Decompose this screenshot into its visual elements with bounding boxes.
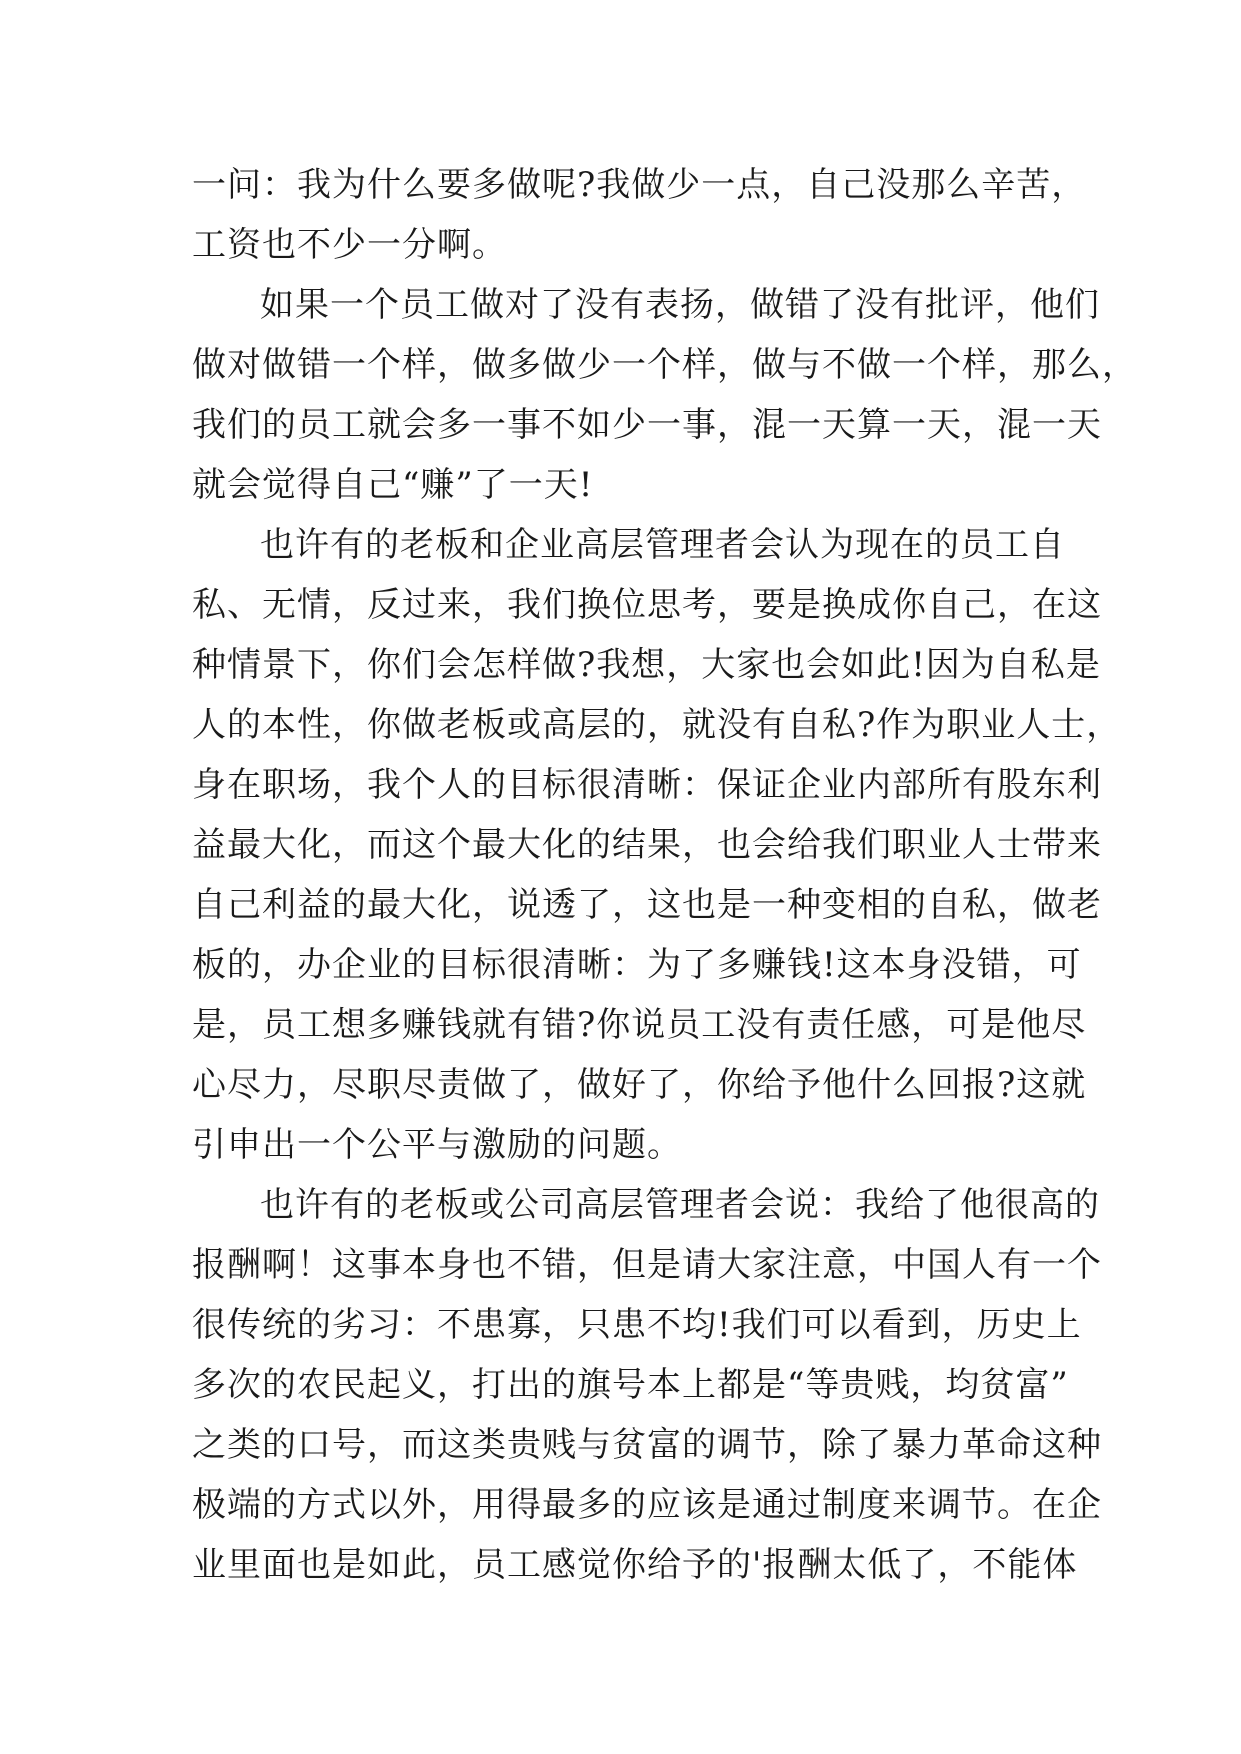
- text-line: 板的，办企业的目标很清晰：为了多赚钱!这本身没错，可: [192, 945, 1082, 985]
- text-line: 是，员工想多赚钱就有错?你说员工没有责任感，可是他尽: [192, 1005, 1087, 1045]
- text-line: 多次的农民起义，打出的旗号本上都是“等贵贱，均贫富”: [192, 1365, 1069, 1405]
- text-line: 益最大化，而这个最大化的结果，也会给我们职业人士带来: [192, 825, 1102, 865]
- text-line: 之类的口号，而这类贵贱与贫富的调节，除了暴力革命这种: [192, 1425, 1102, 1465]
- text-line: 一问：我为什么要多做呢?我做少一点，自己没那么辛苦，: [192, 165, 1087, 205]
- text-line: 做对做错一个样，做多做少一个样，做与不做一个样，那么，: [192, 345, 1137, 385]
- text-line: 种情景下，你们会怎样做?我想，大家也会如此!因为自私是: [192, 645, 1101, 685]
- text-line: 极端的方式以外，用得最多的应该是通过制度来调节。在企: [192, 1485, 1102, 1525]
- text-line: 私、无情，反过来，我们换位思考，要是换成你自己，在这: [192, 585, 1102, 625]
- paragraph-start-line: 如果一个员工做对了没有表扬，做错了没有批评，他们: [260, 285, 1100, 325]
- text-line: 就会觉得自己“赚”了一天!: [192, 465, 594, 505]
- text-line: 工资也不少一分啊。: [192, 225, 507, 265]
- text-line: 业里面也是如此，员工感觉你给予的'报酬太低了，不能体: [192, 1545, 1078, 1585]
- text-line: 自己利益的最大化，说透了，这也是一种变相的自私，做老: [192, 885, 1102, 925]
- paragraph-start-line: 也许有的老板和企业高层管理者会认为现在的员工自: [260, 525, 1065, 565]
- text-line: 心尽力，尽职尽责做了，做好了，你给予他什么回报?这就: [192, 1065, 1087, 1105]
- text-line: 报酬啊！这事本身也不错，但是请大家注意，中国人有一个: [192, 1245, 1102, 1285]
- text-line: 人的本性，你做老板或高层的，就没有自私?作为职业人士，: [192, 705, 1122, 745]
- text-line: 我们的员工就会多一事不如少一事，混一天算一天，混一天: [192, 405, 1102, 445]
- text-line: 身在职场，我个人的目标很清晰：保证企业内部所有股东利: [192, 765, 1102, 805]
- paragraph-start-line: 也许有的老板或公司高层管理者会说：我给了他很高的: [260, 1185, 1100, 1225]
- text-line: 引申出一个公平与激励的问题。: [192, 1125, 682, 1165]
- body-text: [192, 155, 1137, 1595]
- text-line: 很传统的劣习：不患寡，只患不均!我们可以看到，历史上: [192, 1305, 1082, 1345]
